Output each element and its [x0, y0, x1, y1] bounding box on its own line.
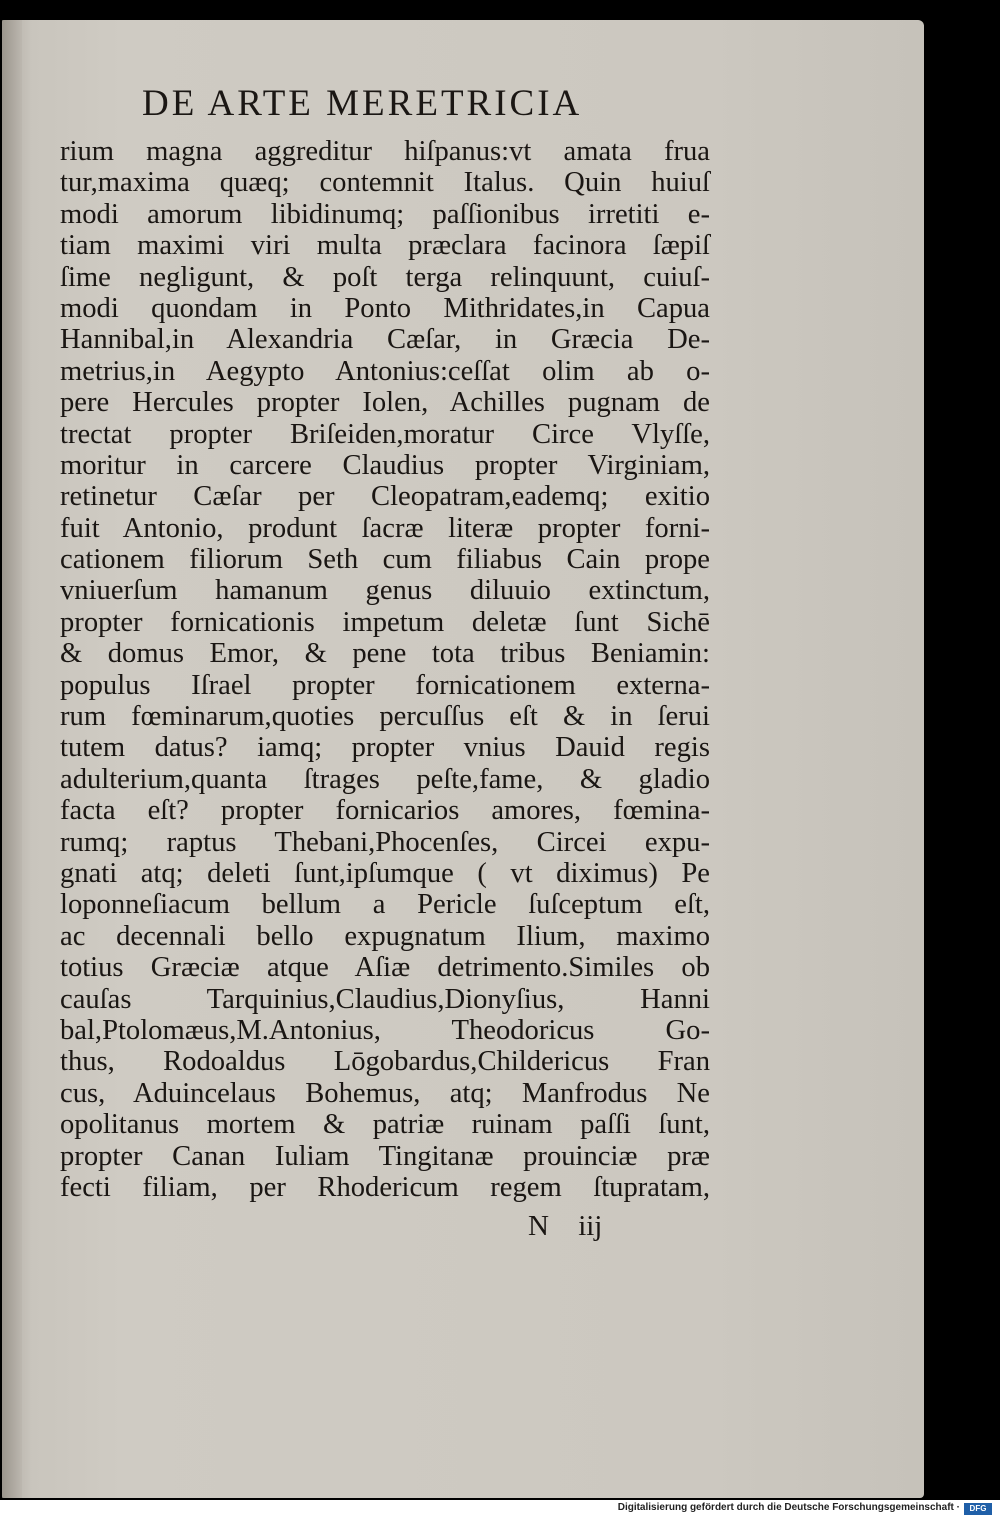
text-line: moritur in carcere Claudius propter Virginiam,	[60, 449, 710, 481]
text-line: fecti filiam, per Rhodericum regem ſtupratam,	[60, 1171, 710, 1203]
text-line: rum fœminarum,quoties percuſſus eſt & in ſerui	[60, 701, 710, 733]
text-line: ſime negligunt, & poſt terga relinquunt, cuiuſ-	[60, 261, 710, 293]
text-line: tutem datus? iamq; propter vnius Dauid regis	[60, 732, 710, 764]
text-line: trectat propter Briſeiden,moratur Circe Vlyſſe,	[60, 418, 710, 450]
footer-bar	[0, 1500, 1000, 1518]
text-line: thus, Rodoaldus Lōgobardus,Childericus Fran	[60, 1046, 710, 1078]
text-line: modi quondam in Ponto Mithridates,in Capua	[60, 292, 710, 324]
signature-mark: N iij	[528, 1210, 603, 1242]
text-line: bal,Ptolomæus,M.Antonius, Theodoricus Go-	[60, 1014, 710, 1046]
text-line: tur,maxima quæq; contemnit Italus. Quin huiuſ	[60, 167, 710, 199]
text-line: loponneſiacum bellum a Pericle ſuſceptum eſt,	[60, 889, 710, 921]
text-line: populus Iſrael propter fornicationem externa-	[60, 669, 710, 701]
text-line: rumq; raptus Thebani,Phocenſes, Circei expu-	[60, 826, 710, 858]
text-line: Hannibal,in Alexandria Cæſar, in Græcia De-	[60, 324, 710, 356]
text-line: totius Græciæ atque Aſiæ detrimento.Similes ob	[60, 952, 710, 984]
text-line: metrius,in Aegypto Antonius:ceſſat olim ab o-	[60, 355, 710, 387]
text-line: pere Hercules propter Iolen, Achilles pugnam de	[60, 387, 710, 419]
text-line: modi amorum libidinumq; paſſionibus irretiti e-	[60, 198, 710, 230]
text-line: tiam maximi viri multa præclara facinora ſæpiſ	[60, 230, 710, 262]
page-gutter-shadow	[2, 20, 22, 1498]
text-line: ac decennali bello expugnatum Ilium, maximo	[60, 920, 710, 952]
text-line: fuit Antonio, produnt ſacræ literæ propter forni-	[60, 512, 710, 544]
text-line: opolitanus mortem & patriæ ruinam paſſi ſunt,	[60, 1109, 710, 1141]
text-line: & domus Emor, & pene tota tribus Beniamin:	[60, 638, 710, 670]
running-head: DE ARTE MERETRICIA	[142, 83, 583, 124]
text-line: propter fornicationis impetum deletæ ſunt Sichē	[60, 606, 710, 638]
text-line: propter Canan Iuliam Tingitanæ prouinciæ præ	[60, 1140, 710, 1172]
text-line: retinetur Cæſar per Cleopatram,eademq; exitio	[60, 481, 710, 513]
text-line: cationem filiorum Seth cum filiabus Cain prope	[60, 544, 710, 576]
funding-credit: Digitalisierung gefördert durch die Deutsche Forschungsgemeinschaft ·	[617, 1502, 960, 1513]
text-line: cauſas Tarquinius,Claudius,Dionyſius, Hanni	[60, 983, 710, 1015]
text-line: cus, Aduincelaus Bohemus, atq; Manfrodus Ne	[60, 1077, 710, 1109]
text-line: rium magna aggreditur hiſpanus:vt amata frua	[60, 136, 710, 167]
text-line: facta eſt? propter fornicarios amores, fœmina-	[60, 795, 710, 827]
body-text	[60, 136, 710, 1203]
dfg-logo: DFG	[964, 1503, 992, 1515]
text-line: gnati atq; deleti ſunt,ipſumque ( vt diximus) Pe	[60, 857, 710, 889]
text-line: vniuerſum hamanum genus diluuio extinctum,	[60, 575, 710, 607]
text-line: adulterium,quanta ſtrages peſte,fame, & gladio	[60, 763, 710, 795]
